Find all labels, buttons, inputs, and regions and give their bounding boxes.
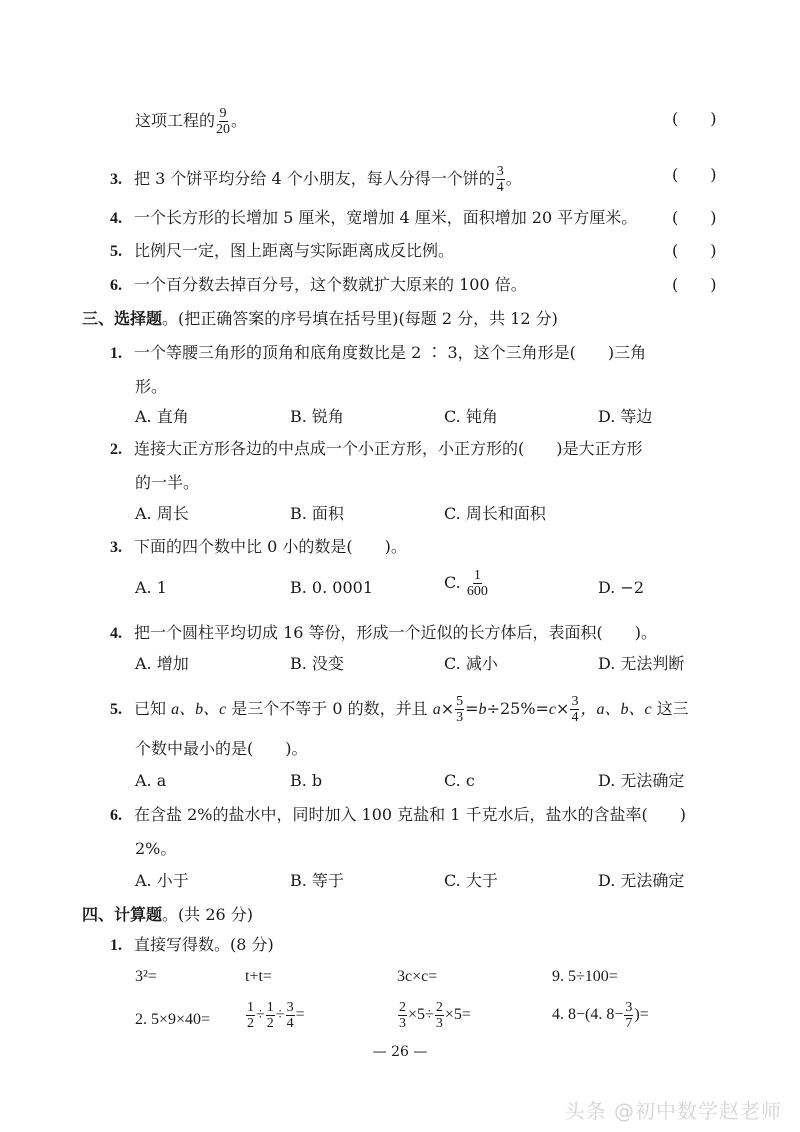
choice-q3-option-c[interactable]: C. $\frac{1}{600}$: [444, 568, 488, 599]
calc-expr-1: 3²=: [135, 968, 157, 985]
fraction: $\frac{3}{4}$: [496, 164, 504, 195]
choice-q4-option-a[interactable]: A. 增加: [135, 654, 189, 673]
choice-q1-option-c[interactable]: C. 钝角: [444, 407, 498, 426]
answer-paren[interactable]: ( ): [672, 165, 717, 184]
calc-expr-3: 3c×c=: [397, 968, 438, 985]
calc-expr-4: 9. 5÷100=: [552, 968, 618, 985]
judgment-item-5: 5. 比例尺一定，图上距离与实际距离成反比例。: [110, 241, 455, 260]
choice-q6-line2: 2%。: [135, 839, 177, 858]
choice-q5-option-b[interactable]: B. b: [290, 771, 323, 790]
choice-q2-option-b[interactable]: B. 面积: [290, 504, 344, 523]
calc-expr-8: 4. 8−(4. 8− $\frac{3}{7}$ )=: [552, 1000, 649, 1031]
choice-q6: 6. 在含盐 2%的盐水中，同时加入 100 克盐和 1 千克水后，盐水的含盐率( ): [110, 805, 687, 824]
answer-paren[interactable]: ( ): [672, 275, 717, 294]
calc-expr-6: $\frac{1}{2}$ ÷ $\frac{1}{2}$ ÷ $\frac{3}{4}$ =: [247, 1000, 305, 1031]
choice-q3: 3. 下面的四个数中比 0 小的数是( )。: [110, 537, 407, 556]
choice-q2-line2: 的一半。: [135, 473, 200, 492]
choice-q4-option-c[interactable]: C. 减小: [444, 654, 498, 673]
page-number: — 26 —: [372, 1044, 428, 1060]
choice-q3-option-d[interactable]: D. −2: [598, 578, 645, 597]
choice-q2: 2. 连接大正方形各边的中点成一个小正方形，小正方形的( )是大正方形: [110, 439, 643, 458]
fraction: $\frac{3}{4}$: [571, 694, 579, 725]
choice-q4-option-b[interactable]: B. 没变: [290, 654, 344, 673]
text: 这项工程的: [135, 111, 216, 130]
choice-q1-option-a[interactable]: A. 直角: [135, 407, 189, 426]
calc-q1: 1. 直接写得数。(8 分): [110, 935, 274, 954]
choice-q6-option-d[interactable]: D. 无法确定: [598, 871, 685, 890]
choice-q1-option-b[interactable]: B. 锐角: [290, 407, 344, 426]
answer-paren[interactable]: ( ): [672, 208, 717, 227]
answer-paren[interactable]: ( ): [672, 241, 717, 260]
choice-q1-option-d[interactable]: D. 等边: [598, 407, 653, 426]
choice-q5-option-a[interactable]: A. a: [135, 771, 167, 790]
fraction: $\frac{9}{20}$: [216, 106, 231, 137]
choice-q3-option-a[interactable]: A. 1: [135, 578, 167, 597]
choice-q3-option-b[interactable]: B. 0. 0001: [290, 578, 373, 597]
choice-q5-line2: 个数中最小的是( )。: [135, 739, 308, 758]
judgment-item-6: 6. 一个百分数去掉百分号，这个数就扩大原来的 100 倍。: [110, 275, 527, 294]
judgment-item-4: 4. 一个长方形的长增加 5 厘米，宽增加 4 厘米，面积增加 20 平方厘米。: [110, 208, 638, 227]
judgment-item-3: 3. 把 3 个饼平均分给 4 个小朋友，每人分得一个饼的 $\frac{3}{4}$ 。: [110, 164, 522, 195]
calc-expr-2: t+t=: [245, 968, 272, 985]
choice-q4-option-d[interactable]: D. 无法判断: [598, 654, 685, 673]
fraction: $\frac{5}{3}$: [456, 694, 464, 725]
choice-q6-option-b[interactable]: B. 等于: [290, 871, 344, 890]
choice-q2-option-c[interactable]: C. 周长和面积: [444, 504, 546, 523]
choice-q6-option-a[interactable]: A. 小于: [135, 871, 189, 890]
choice-q4: 4. 把一个圆柱平均切成 16 等份，形成一个近似的长方体后，表面积( )。: [110, 623, 658, 642]
fraction: $\frac{1}{600}$: [466, 568, 488, 599]
choice-q1-line2: 形。: [135, 377, 168, 396]
choice-q5: 5. 已知 a、b、c 是三个不等于 0 的数，并且 a× $\frac{5}{3}$ =b÷25%=c× $\frac{3}{4}$ ，a、b、c 这三: [110, 694, 689, 725]
choice-q5-option-d[interactable]: D. 无法确定: [598, 771, 685, 790]
section-title-calculation: 四、计算题。(共 26 分): [82, 905, 254, 924]
watermark: 头条 @初中数学赵老师: [564, 1099, 782, 1123]
choice-q5-option-c[interactable]: C. c: [444, 771, 475, 790]
judgment-item-2-continuation: 这项工程的 $\frac{9}{20}$ 。: [135, 106, 248, 137]
section-title-choice: 三、选择题。(把正确答案的序号填在括号里)(每题 2 分，共 12 分): [82, 309, 558, 328]
choice-q2-option-a[interactable]: A. 周长: [135, 504, 189, 523]
calc-expr-5: 2. 5×9×40=: [135, 1011, 211, 1028]
choice-q1: 1. 一个等腰三角形的顶角和底角度数比是 2 ∶ 3，这个三角形是( )三角: [110, 343, 647, 362]
answer-paren[interactable]: ( ): [672, 109, 717, 128]
choice-q6-option-c[interactable]: C. 大于: [444, 871, 498, 890]
calc-expr-7: $\frac{2}{3}$ ×5÷ $\frac{2}{3}$ ×5=: [399, 1000, 471, 1031]
